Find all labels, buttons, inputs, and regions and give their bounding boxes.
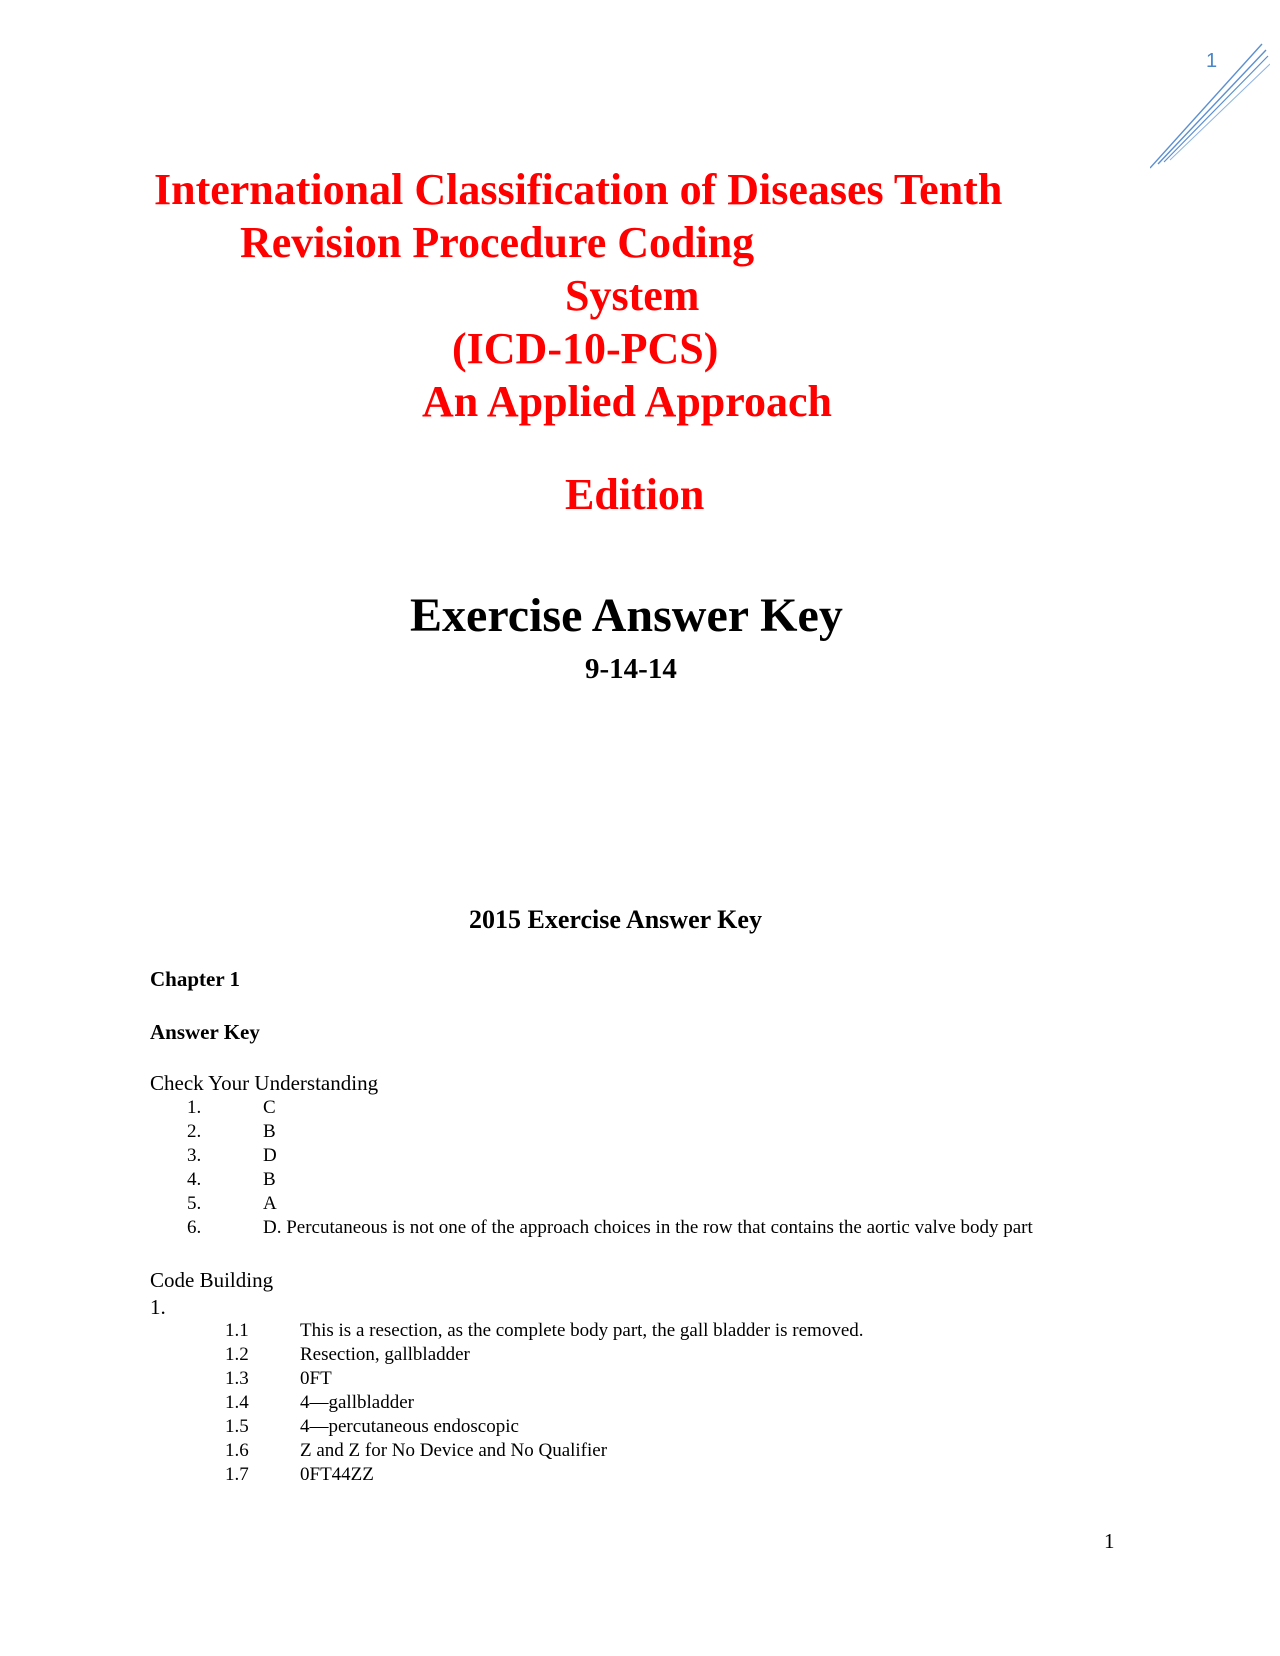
answer-key-label: Answer Key	[150, 1020, 260, 1044]
list-item: 1.4 4—gallbladder	[225, 1392, 414, 1413]
list-item: 1.5 4—percutaneous endoscopic	[225, 1416, 519, 1437]
title-line-1: International Classification of Diseases Tenth	[154, 165, 1003, 214]
exercise-heading: Exercise Answer Key	[410, 589, 843, 642]
title-line-3: System	[565, 271, 700, 320]
list-item: 5. A	[187, 1193, 277, 1214]
list-item: 2. B	[187, 1121, 276, 1142]
corner-page-number: 1	[1206, 50, 1218, 72]
footer-page-number: 1	[1104, 1529, 1115, 1553]
diagonal-lines-icon	[1150, 40, 1270, 180]
list-item: 1.7 0FT44ZZ	[225, 1464, 374, 1485]
check-understanding-label: Check Your Understanding	[150, 1071, 379, 1095]
chapter-label: Chapter 1	[150, 967, 241, 991]
list-item: 1.2 Resection, gallbladder	[225, 1344, 470, 1365]
list-item: 1.3 0FT	[225, 1368, 332, 1389]
list-item: 3. D	[187, 1145, 277, 1166]
title-line-2: Revision Procedure Coding	[240, 218, 755, 267]
code-building-item-number: 1.	[150, 1295, 166, 1319]
list-item: 1.6 Z and Z for No Device and No Qualifier	[225, 1440, 608, 1461]
list-item: 1. C	[187, 1097, 276, 1118]
list-item: 6. D. Percutaneous is not one of the approach choices in the row that contains the aortic valve body part	[187, 1217, 1033, 1238]
title-line-5: An Applied Approach	[422, 377, 833, 426]
code-building-label: Code Building	[150, 1268, 274, 1292]
date-label: 9-14-14	[585, 653, 677, 685]
list-item: 4. B	[187, 1169, 276, 1190]
section-title: 2015 Exercise Answer Key	[469, 905, 762, 934]
list-item: 1.1 This is a resection, as the complete body part, the gall bladder is removed.	[225, 1320, 864, 1341]
title-line-4: (ICD-10-PCS)	[452, 324, 719, 373]
edition-label: Edition	[565, 470, 705, 519]
